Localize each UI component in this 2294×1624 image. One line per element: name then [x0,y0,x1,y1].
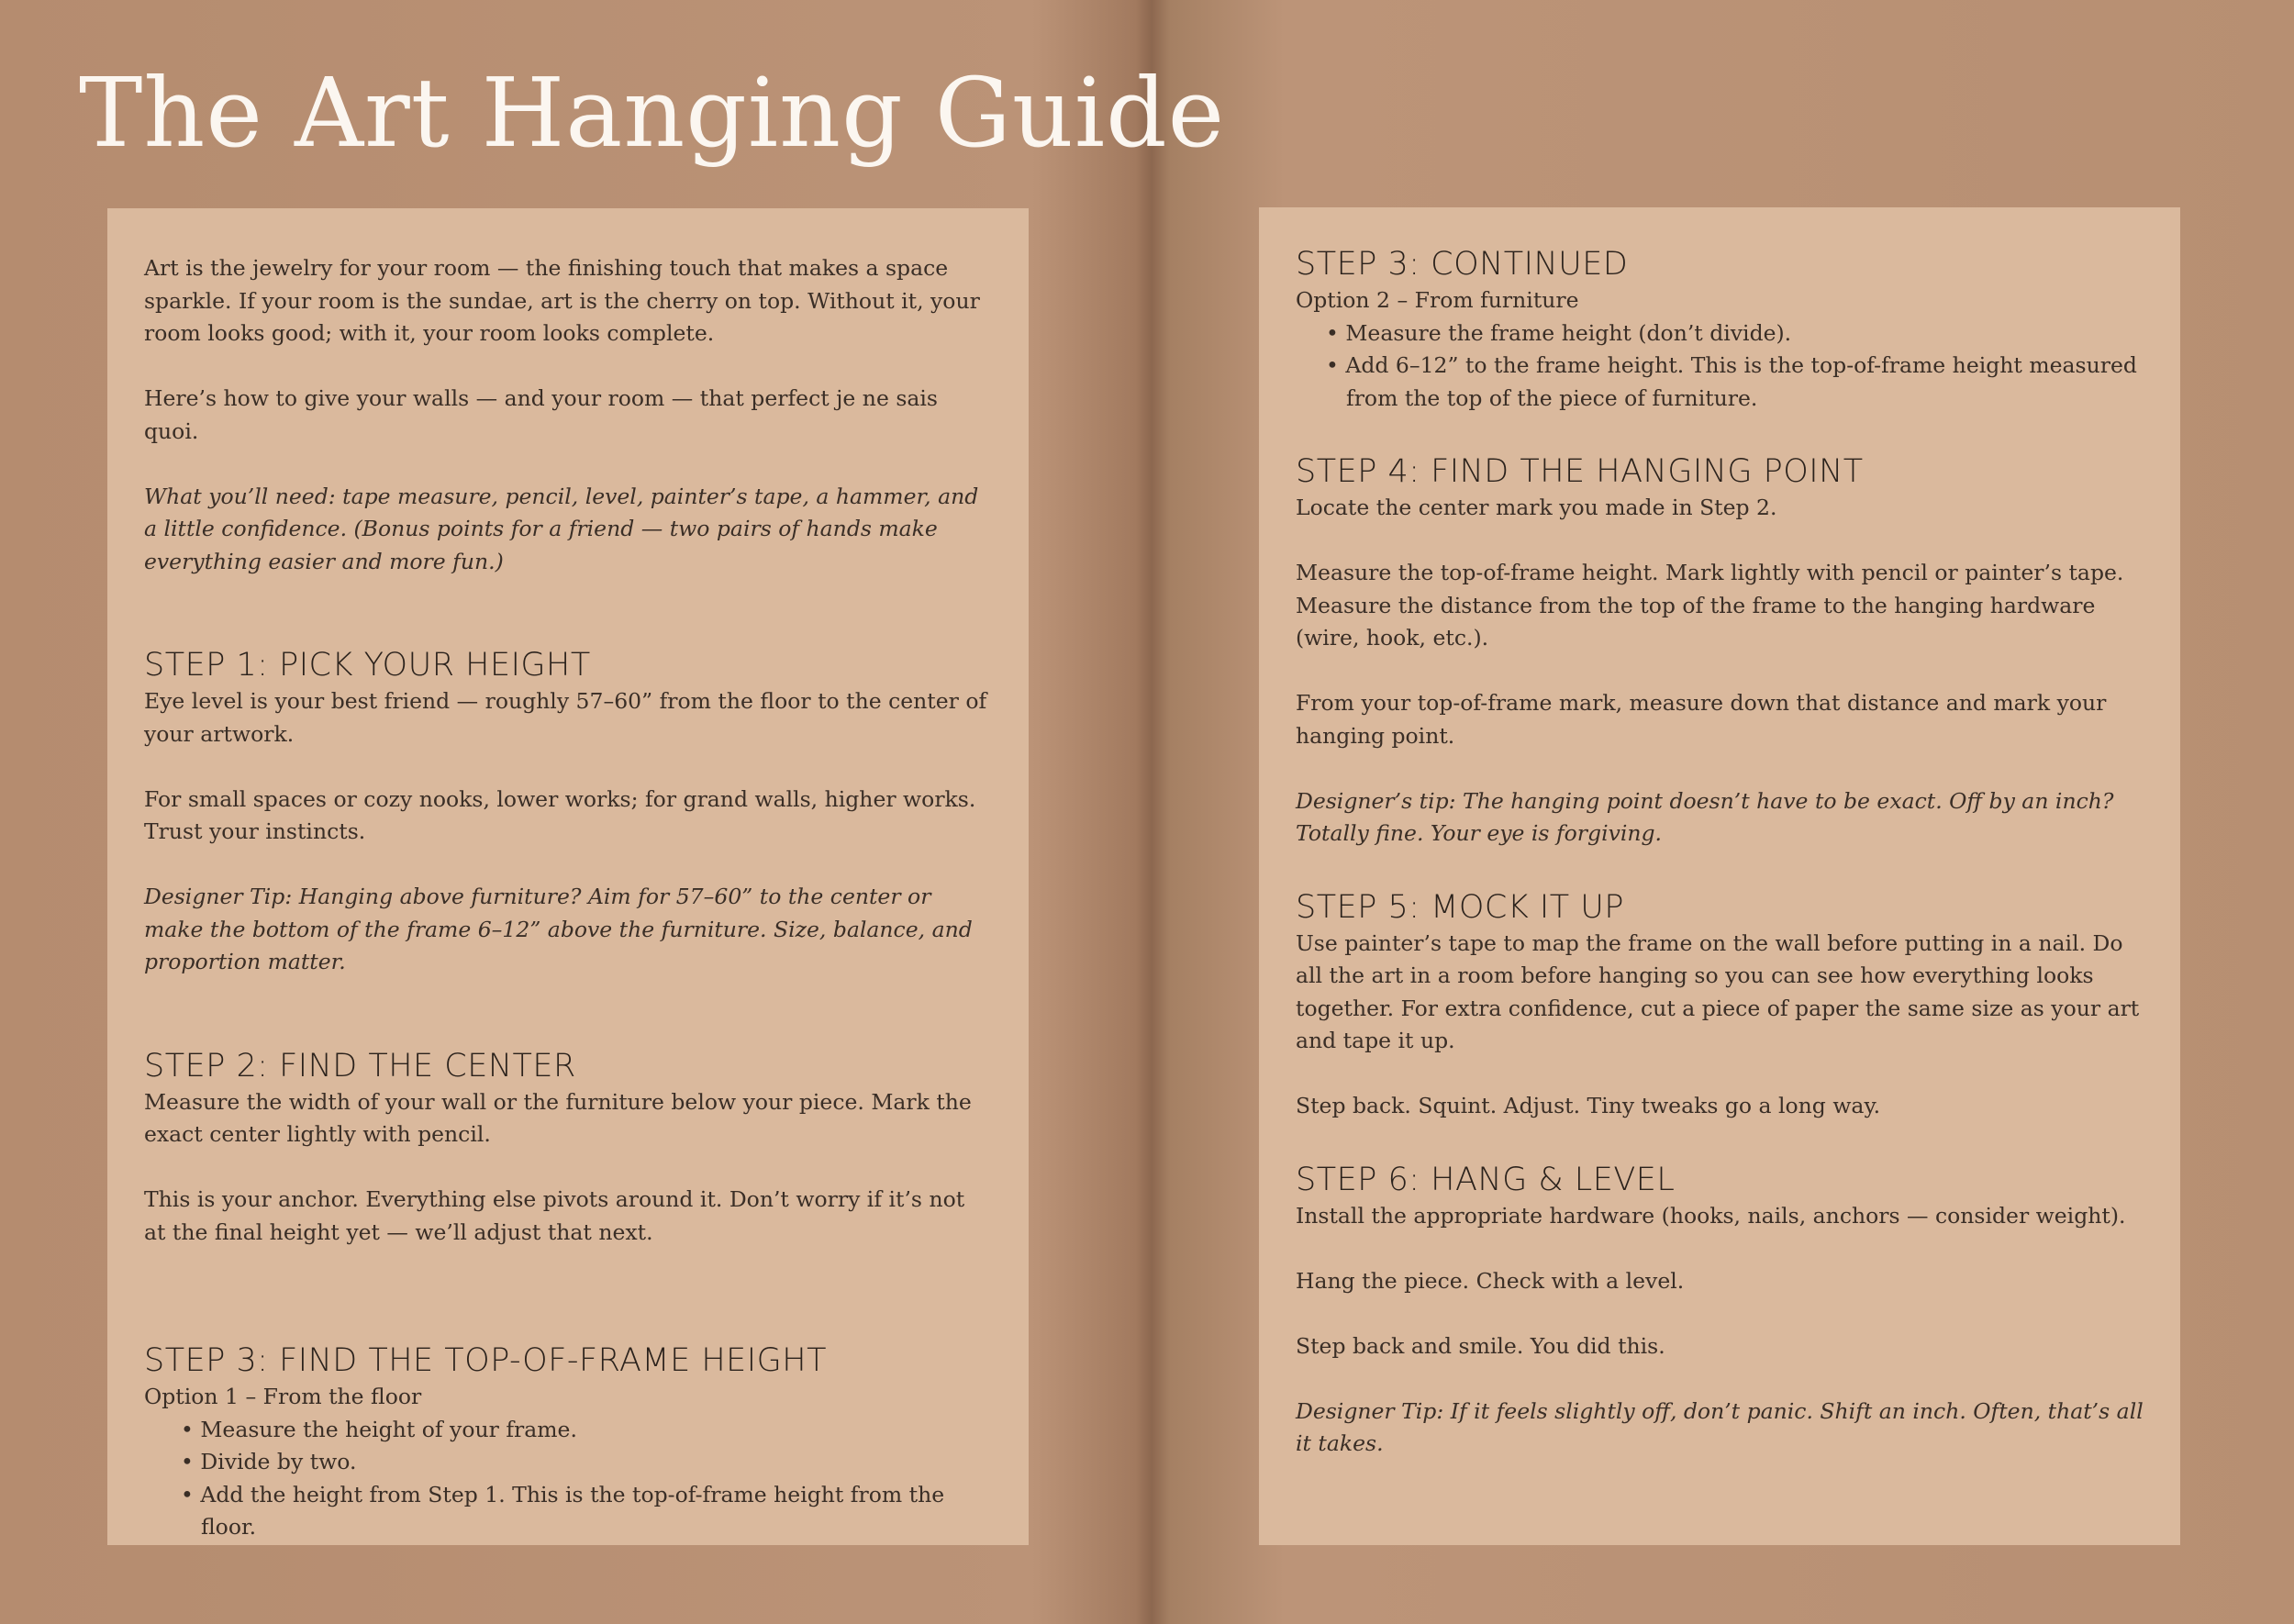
step2-heading: STEP 2: FIND THE CENTER [144,1047,576,1085]
step4-heading: STEP 4: FIND THE HANGING POINT [1296,453,1864,490]
step2-text-2: This is your anchor. Everything else pivots around it. Don’t worry if it’s not at the final height yet — we’ll adjust that next. [144,1186,965,1245]
step3-list [144,1414,992,1544]
step1-text-1: Eye level is your best friend — roughly 57–60” from the floor to the center of your artwork. [144,688,987,747]
left-content-panel [107,208,1029,1545]
how-paragraph: Here’s how to give your walls — and your room — that perfect je ne sais quoi. [144,385,938,444]
right-content-panel [1259,207,2180,1545]
step1-heading: STEP 1: PICK YOUR HEIGHT [144,647,591,684]
step6-text-1: Install the appropriate hardware (hooks, nails, anchors — consider weight). [1296,1202,2126,1229]
step4-text-2: Measure the top-of-frame height. Mark lightly with pencil or painter’s tape. Measure the distance from the top of the frame to the hanging hardware (wire, hook, etc.). [1296,560,2124,651]
step6-heading: STEP 6: HANG & LEVEL [1296,1161,1676,1198]
step1-text-2: For small spaces or cozy nooks, lower works; for grand walls, higher works. Trust your instincts. [144,785,976,844]
step4-tip: Designer’s tip: The hanging point doesn’t have to be exact. Off by an inch? Totally fine. Your eye is forgiving. [1296,787,2114,846]
intro-paragraph: Art is the jewelry for your room — the finishing touch that makes a space sparkle. If your room is the sundae, art is the cherry on top. Without it, your room looks good; with it, your room looks complete. [144,255,980,346]
step4-text-3: From your top-of-frame mark, measure down that distance and mark your hanging point. [1296,690,2107,749]
step5-text-2: Step back. Squint. Adjust. Tiny tweaks go a long way. [1296,1093,1881,1118]
list-item: • Divide by two. [144,1446,992,1479]
list-item: • Add 6–12” to the frame height. This is the top-of-frame height measured from the top of the piece of furniture. [1296,350,2144,415]
step1-tip: Designer Tip: Hanging above furniture? Aim for 57–60” to the center or make the bottom of the frame 6–12” above the furniture. Size, balance, and proportion matter. [144,884,973,974]
step6-text-3: Step back and smile. You did this. [1296,1332,1665,1359]
step5-text-1: Use painter’s tape to map the frame on the wall before putting in a nail. Do all the art in a room before hanging so you can see how everything looks together. For extra confidence, cut a piece of paper the same size as your art and tape it up. [1296,929,2140,1053]
step3-continued-heading: STEP 3: CONTINUED [1296,246,1629,283]
step2-text-1: Measure the width of your wall or the furniture below your piece. Mark the exact center lightly with pencil. [144,1088,972,1147]
supplies-paragraph: What you’ll need: tape measure, pencil, level, painter’s tape, a hammer, and a little confidence. (Bonus points for a friend — two pairs of hands make everything easier and more fun.) [144,483,979,574]
step5-heading: STEP 5: MOCK IT UP [1296,888,1624,926]
step3-continued-list [1296,317,2144,416]
step6-text-2: Hang the piece. Check with a level. [1296,1267,1685,1294]
step3-option: Option 1 – From the floor [144,1384,422,1409]
list-item: • Measure the frame height (don’t divide). [1296,317,2144,350]
page-title: The Art Hanging Guide [79,57,1226,169]
list-item: • Add the height from Step 1. This is the top-of-frame height from the floor. [144,1479,992,1544]
step3-heading: STEP 3: FIND THE TOP-OF-FRAME HEIGHT [144,1342,827,1379]
step3-continued-option: Option 2 – From furniture [1296,287,1579,313]
list-item: • Measure the height of your frame. [144,1414,992,1447]
step6-tip: Designer Tip: If it feels slightly off, don’t panic. Shift an inch. Often, that’s all it takes. [1296,1397,2144,1456]
step4-text-1: Locate the center mark you made in Step 2. [1296,495,1777,520]
